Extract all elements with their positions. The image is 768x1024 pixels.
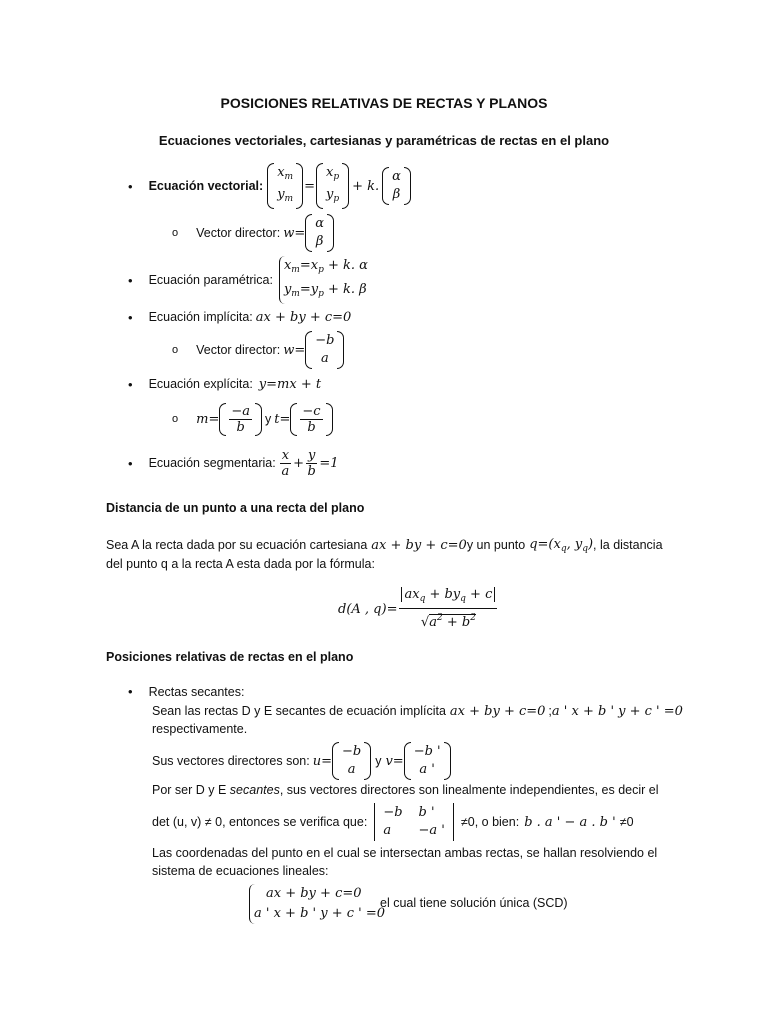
- page-title: POSICIONES RELATIVAS DE RECTAS Y PLANOS: [220, 95, 548, 111]
- page-subtitle: Ecuaciones vectoriales, cartesianas y paramétricas de rectas en el plano: [158, 133, 610, 148]
- bullet: •: [128, 178, 133, 194]
- item-vector-director-1: o Vector director: w= α β: [172, 214, 334, 252]
- item-parametrica: [128, 258, 368, 302]
- item-vectorial: • Ecuación vectorial: $x_m$ $y_m$ = $x_p$ $y_p$ + k. α β: [128, 164, 411, 208]
- distance-formula: d(A , q)= $\frac{ax_q + by_q + c}{√a^2 + b^2}$: [338, 586, 497, 632]
- dist-text-c: , la distancia: [593, 538, 663, 552]
- vector-u: −b a: [332, 742, 371, 780]
- linear-system: ax + by + c=0 a ' x + b ' y + c ' =0: [249, 882, 385, 926]
- porser-line: [152, 783, 659, 797]
- vector-xm-ym: $x_m$ $y_m$: [267, 163, 303, 209]
- system-parametrico: $x_m=x_p + k$. α $y_m=y_p + k$. β: [279, 256, 368, 304]
- porser-text-b: , sus vectores directores son linealmente independientes, es decir el: [279, 783, 659, 797]
- vector-v: −b ' a ': [404, 742, 451, 780]
- vector-xp-yp: $x_p$ $y_p$: [316, 163, 349, 209]
- secantes-line1: Sean las rectas D y E secantes de ecuación implícita ax + by + c=0 ; a ' x + b ' y + c ' =0: [152, 703, 683, 719]
- secantes-line2: respectivamente.: [152, 722, 248, 736]
- label-segmentaria: Ecuación segmentaria:: [148, 456, 276, 470]
- y-conjunction: y: [375, 754, 382, 768]
- vector-w-minus-b-a: −b a: [305, 331, 344, 369]
- dist-paragraph-line2: del punto q a la recta A esta dada por la fórmula:: [106, 557, 375, 571]
- item-segmentaria: • Ecuación segmentaria: $\frac{x}{a}$ + $\frac{y}{b}$ =1: [128, 447, 339, 479]
- directores-text: Sus vectores directores son:: [152, 754, 310, 768]
- y-conjunction: y: [265, 412, 272, 426]
- bullet: •: [128, 455, 133, 471]
- label-vector-director: Vector director:: [196, 226, 281, 240]
- item-explicita: • Ecuación explícita: y=mx + t: [128, 376, 322, 392]
- item-m-t: o m= $\frac{-a}{b}$ y t= $\frac{-c}{b}$: [172, 399, 333, 439]
- sub-bullet: o: [172, 227, 179, 239]
- coord-line2: sistema de ecuaciones lineales:: [152, 864, 329, 878]
- dist-paragraph-line1: Sea A la recta dada por su ecuación cartesiana ax + by + c=0 y un punto $q=(x_q$, $y_q$) , la distancia: [106, 536, 663, 554]
- bullet: •: [128, 272, 133, 288]
- scd-text: el cual tiene solución única (SCD): [380, 896, 568, 910]
- label-parametrica: Ecuación paramétrica:: [148, 273, 273, 287]
- det-line: det (u, v) ≠ 0, entonces se verifica que: −b b ' a −a ' ≠0, o bien: b . a ' − a . b ' ≠0: [152, 800, 634, 844]
- matrix-t: $\frac{-c}{b}$: [290, 403, 332, 436]
- porser-emphasis: secantes: [229, 783, 280, 797]
- porser-text-a: Por ser D y E: [152, 783, 230, 797]
- secantes-semicolon: ;: [548, 704, 552, 718]
- label-vectorial: Ecuación vectorial:: [148, 179, 264, 193]
- dist-text-b: y un punto: [466, 538, 526, 552]
- det-text-c: ≠0: [619, 815, 634, 829]
- label-secantes: Rectas secantes:: [148, 684, 245, 699]
- matrix-m: $\frac{-a}{b}$: [219, 403, 262, 436]
- coord-line1: Las coordenadas del punto en el cual se intersectan ambas rectas, se hallan resolviendo el: [152, 846, 658, 860]
- bullet: •: [128, 376, 133, 392]
- secantes-text-a: Sean las rectas D y E secantes de ecuación implícita: [152, 704, 446, 718]
- determinant-matrix: −b b ' a −a ': [371, 803, 457, 841]
- label-implicita: Ecuación implícita:: [148, 310, 253, 324]
- sub-bullet: o: [172, 413, 179, 425]
- vector-w-alpha-beta: α β: [305, 214, 334, 252]
- directores-line: Sus vectores directores son: u= −b a y v= −b ' a ': [152, 741, 451, 781]
- item-secantes: [128, 684, 244, 699]
- bullet: •: [128, 684, 133, 699]
- det-text-b: ≠0, o bien:: [460, 815, 520, 829]
- section-distancia: Distancia de un punto a una recta del plano: [106, 501, 365, 515]
- vector-alpha-beta: α β: [382, 167, 411, 205]
- item-implicita: • Ecuación implícita: ax + by + c=0: [128, 309, 352, 325]
- label-vector-director: Vector director:: [196, 343, 281, 357]
- section-posiciones: Posiciones relativas de rectas en el plano: [106, 650, 354, 664]
- item-vector-director-2: o Vector director: w= −b a: [172, 330, 344, 370]
- bullet: •: [128, 309, 133, 325]
- sub-bullet: o: [172, 344, 179, 356]
- det-text-a: det (u, v) ≠ 0, entonces se verifica que:: [152, 815, 368, 829]
- dist-text-a: Sea A la recta dada por su ecuación cartesiana: [106, 538, 368, 552]
- label-explicita: Ecuación explícita:: [148, 377, 253, 391]
